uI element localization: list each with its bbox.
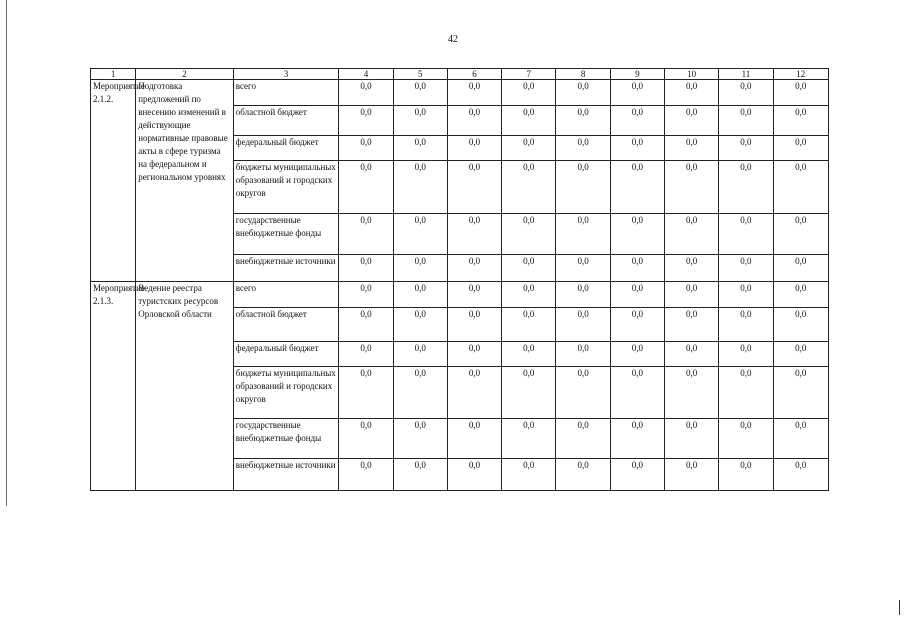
value-cell: 0,0: [610, 367, 664, 419]
value-cell: 0,0: [447, 255, 501, 282]
value-cell: 0,0: [502, 161, 556, 214]
column-header: 7: [502, 69, 556, 80]
value-cell: 0,0: [393, 342, 447, 367]
value-cell: 0,0: [339, 459, 393, 491]
funding-source: бюджеты муниципальных образований и городских округов: [233, 161, 339, 214]
value-cell: 0,0: [719, 161, 773, 214]
value-cell: 0,0: [556, 419, 610, 459]
value-cell: 0,0: [773, 419, 828, 459]
value-cell: 0,0: [556, 367, 610, 419]
funding-source: всего: [233, 282, 339, 308]
value-cell: 0,0: [556, 136, 610, 161]
value-cell: 0,0: [339, 255, 393, 282]
value-cell: 0,0: [773, 367, 828, 419]
value-cell: 0,0: [339, 282, 393, 308]
table-row: [91, 80, 829, 106]
value-cell: 0,0: [447, 419, 501, 459]
value-cell: 0,0: [502, 367, 556, 419]
value-cell: 0,0: [447, 214, 501, 255]
value-cell: 0,0: [665, 342, 719, 367]
value-cell: 0,0: [339, 161, 393, 214]
column-header: 12: [773, 69, 828, 80]
value-cell: 0,0: [610, 106, 664, 136]
column-header: 5: [393, 69, 447, 80]
value-cell: 0,0: [665, 106, 719, 136]
value-cell: 0,0: [339, 367, 393, 419]
value-cell: 0,0: [610, 136, 664, 161]
value-cell: 0,0: [502, 136, 556, 161]
value-cell: 0,0: [447, 136, 501, 161]
table-row: [91, 282, 829, 308]
value-cell: 0,0: [610, 308, 664, 342]
column-header: 1: [91, 69, 136, 80]
value-cell: 0,0: [447, 342, 501, 367]
funding-source: федеральный бюджет: [233, 342, 339, 367]
value-cell: 0,0: [610, 255, 664, 282]
value-cell: 0,0: [665, 282, 719, 308]
value-cell: 0,0: [393, 136, 447, 161]
measure-name: Подготовка предложений по внесению изменений в действующие нормативные правовые акты в сфере туризма на федеральном и региональном уровнях: [136, 80, 234, 282]
value-cell: 0,0: [719, 459, 773, 491]
value-cell: 0,0: [339, 106, 393, 136]
value-cell: 0,0: [339, 214, 393, 255]
value-cell: 0,0: [719, 342, 773, 367]
measure-id: Мероприятие 2.1.2.: [91, 80, 136, 282]
value-cell: 0,0: [556, 255, 610, 282]
value-cell: 0,0: [447, 367, 501, 419]
value-cell: 0,0: [719, 214, 773, 255]
value-cell: 0,0: [610, 80, 664, 106]
value-cell: 0,0: [393, 282, 447, 308]
value-cell: 0,0: [502, 214, 556, 255]
value-cell: 0,0: [556, 214, 610, 255]
value-cell: 0,0: [719, 80, 773, 106]
value-cell: 0,0: [610, 342, 664, 367]
value-cell: 0,0: [339, 80, 393, 106]
value-cell: 0,0: [339, 419, 393, 459]
value-cell: 0,0: [447, 106, 501, 136]
value-cell: 0,0: [610, 214, 664, 255]
column-header: 3: [233, 69, 339, 80]
funding-source: областной бюджет: [233, 308, 339, 342]
value-cell: 0,0: [502, 342, 556, 367]
value-cell: 0,0: [665, 419, 719, 459]
value-cell: 0,0: [556, 342, 610, 367]
value-cell: 0,0: [502, 419, 556, 459]
funding-source: внебюджетные источники: [233, 255, 339, 282]
value-cell: 0,0: [719, 308, 773, 342]
funding-source: федеральный бюджет: [233, 136, 339, 161]
value-cell: 0,0: [610, 282, 664, 308]
value-cell: 0,0: [339, 308, 393, 342]
value-cell: 0,0: [665, 80, 719, 106]
value-cell: 0,0: [447, 80, 501, 106]
funding-source: бюджеты муниципальных образований и городских округов: [233, 367, 339, 419]
funding-table: [90, 68, 829, 491]
funding-source: государственные внебюджетные фонды: [233, 419, 339, 459]
value-cell: 0,0: [773, 214, 828, 255]
value-cell: 0,0: [610, 419, 664, 459]
value-cell: 0,0: [447, 282, 501, 308]
value-cell: 0,0: [610, 459, 664, 491]
value-cell: 0,0: [610, 161, 664, 214]
value-cell: 0,0: [393, 367, 447, 419]
value-cell: 0,0: [773, 106, 828, 136]
value-cell: 0,0: [665, 308, 719, 342]
value-cell: 0,0: [502, 308, 556, 342]
value-cell: 0,0: [447, 308, 501, 342]
column-number-row: [91, 69, 829, 80]
value-cell: 0,0: [719, 106, 773, 136]
value-cell: 0,0: [773, 161, 828, 214]
value-cell: 0,0: [502, 282, 556, 308]
measure-name: Ведение реестра туристских ресурсов Орловской области: [136, 282, 234, 491]
value-cell: 0,0: [773, 255, 828, 282]
value-cell: 0,0: [393, 459, 447, 491]
column-header: 6: [447, 69, 501, 80]
funding-source: областной бюджет: [233, 106, 339, 136]
value-cell: 0,0: [773, 80, 828, 106]
value-cell: 0,0: [502, 80, 556, 106]
column-header: 2: [136, 69, 234, 80]
page-number: 42: [448, 34, 458, 45]
funding-source: внебюджетные источники: [233, 459, 339, 491]
column-header: 11: [719, 69, 773, 80]
value-cell: 0,0: [719, 419, 773, 459]
funding-source: всего: [233, 80, 339, 106]
value-cell: 0,0: [773, 308, 828, 342]
measure-id: Мероприятие 2.1.3.: [91, 282, 136, 491]
value-cell: 0,0: [773, 282, 828, 308]
value-cell: 0,0: [556, 282, 610, 308]
page-edge-mark: [899, 600, 900, 615]
value-cell: 0,0: [773, 342, 828, 367]
funding-source: государственные внебюджетные фонды: [233, 214, 339, 255]
value-cell: 0,0: [447, 459, 501, 491]
value-cell: 0,0: [773, 136, 828, 161]
value-cell: 0,0: [393, 419, 447, 459]
value-cell: 0,0: [393, 255, 447, 282]
value-cell: 0,0: [665, 214, 719, 255]
column-header: 8: [556, 69, 610, 80]
value-cell: 0,0: [393, 308, 447, 342]
value-cell: 0,0: [665, 367, 719, 419]
value-cell: 0,0: [502, 106, 556, 136]
value-cell: 0,0: [502, 459, 556, 491]
value-cell: 0,0: [393, 80, 447, 106]
value-cell: 0,0: [773, 459, 828, 491]
value-cell: 0,0: [556, 80, 610, 106]
value-cell: 0,0: [719, 282, 773, 308]
value-cell: 0,0: [665, 136, 719, 161]
value-cell: 0,0: [393, 106, 447, 136]
value-cell: 0,0: [719, 367, 773, 419]
column-header: 9: [610, 69, 664, 80]
value-cell: 0,0: [339, 342, 393, 367]
value-cell: 0,0: [393, 214, 447, 255]
value-cell: 0,0: [719, 255, 773, 282]
value-cell: 0,0: [447, 161, 501, 214]
value-cell: 0,0: [502, 255, 556, 282]
value-cell: 0,0: [665, 255, 719, 282]
value-cell: 0,0: [393, 161, 447, 214]
value-cell: 0,0: [665, 161, 719, 214]
page-left-border: [6, 0, 7, 506]
value-cell: 0,0: [556, 308, 610, 342]
value-cell: 0,0: [339, 136, 393, 161]
column-header: 4: [339, 69, 393, 80]
value-cell: 0,0: [665, 459, 719, 491]
value-cell: 0,0: [556, 161, 610, 214]
value-cell: 0,0: [556, 459, 610, 491]
value-cell: 0,0: [719, 136, 773, 161]
value-cell: 0,0: [556, 106, 610, 136]
column-header: 10: [665, 69, 719, 80]
